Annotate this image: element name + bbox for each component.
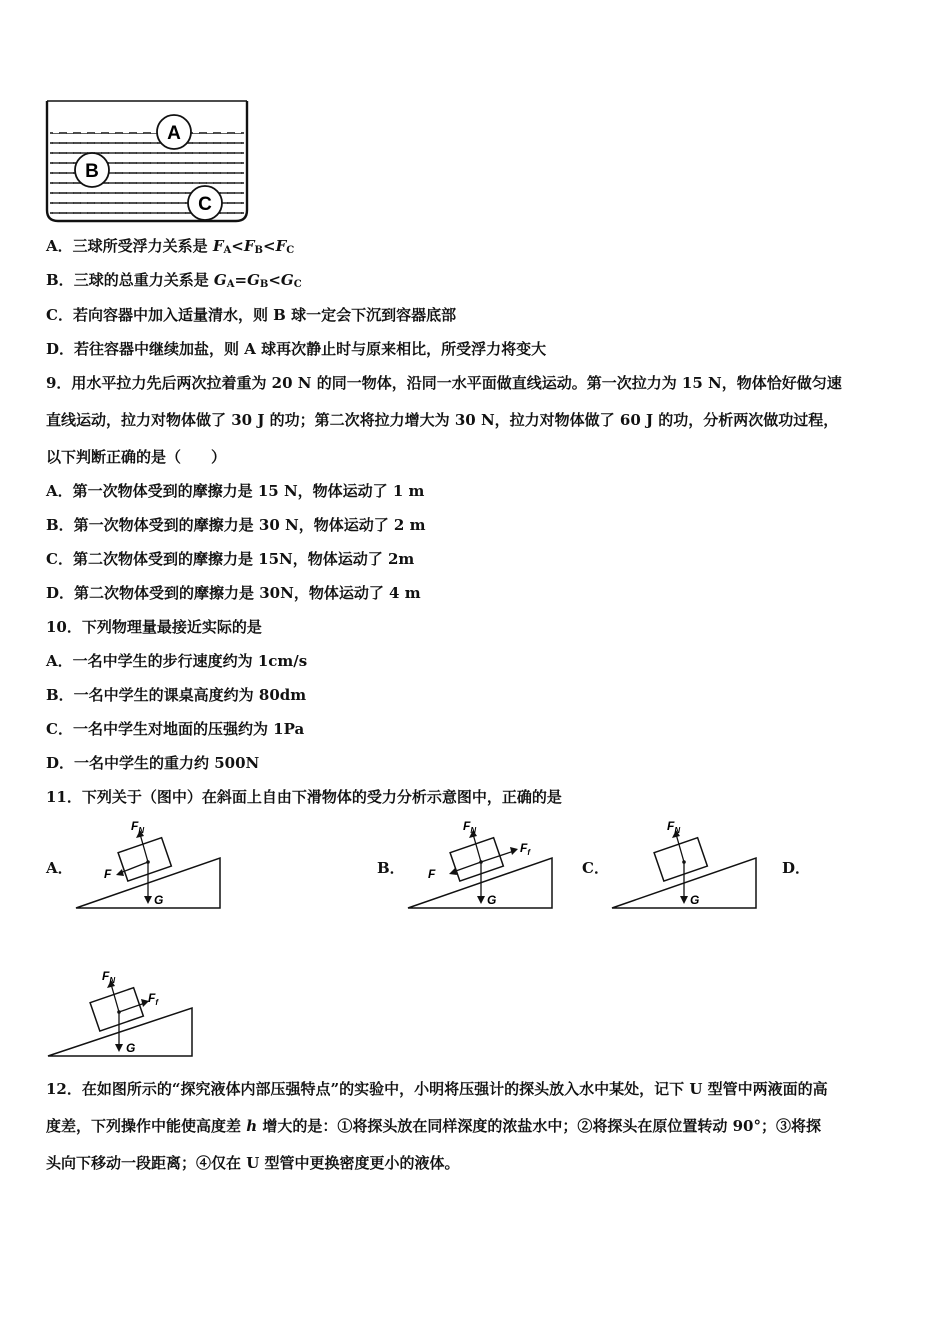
label-f: F (104, 867, 112, 881)
label-g: G (126, 1041, 136, 1055)
label-fn: $F_N$ (463, 819, 477, 835)
q10-option-d: D．一名中学生的重力约 500N (46, 754, 260, 772)
label-ff: $F_f$ (520, 841, 531, 857)
label-ff: $F_f$ (148, 991, 159, 1007)
q12-line-3: 头向下移动一段距离；④仅在 U 型管中更换密度更小的液体。 (46, 1154, 460, 1172)
q9-stem-line-1: 9．用水平拉力先后两次拉着重为 20 N 的同一物体，沿同一水平面做直线运动。第一次拉力为 15 N，物体恰好做匀速 (46, 374, 842, 392)
q9-option-a: A．第一次物体受到的摩擦力是 15 N，物体运动了 1 m (46, 482, 425, 500)
q11-label-a: A． (46, 859, 73, 877)
incline-figure-d (46, 966, 196, 1060)
q9-option-c: C．第二次物体受到的摩擦力是 15N，物体运动了 2m (46, 550, 415, 568)
q10-option-c: C．一名中学生对地面的压强约为 1Pa (46, 720, 305, 738)
q9-stem-line-3: 以下判断正确的是（ ） (46, 448, 227, 466)
q9-option-b: B．第一次物体受到的摩擦力是 30 N，物体运动了 2 m (46, 516, 426, 534)
q10-option-a: A．一名中学生的步行速度约为 1cm/s (46, 652, 308, 670)
svg-text:A: A (167, 123, 181, 144)
label-g: G (154, 893, 164, 907)
label-fn: $F_N$ (131, 819, 145, 835)
q12-line-1: 12．在如图所示的“探究液体内部压强特点”的实验中，小明将压强计的探头放入水中某处，记下 U 型管中两液面的高 (46, 1080, 828, 1098)
q8-option-c: C．若向容器中加入适量清水，则 B 球一定会下沉到容器底部 (46, 306, 457, 324)
q8-option-b: B．三球的总重力关系是 $G_A=G_B<G_C$ (46, 271, 302, 290)
label-fn: $F_N$ (667, 819, 681, 835)
svg-text:C: C (198, 194, 212, 215)
q10-option-b: B．一名中学生的课桌高度约为 80dm (46, 686, 307, 704)
ball-a (157, 115, 191, 149)
label-f: F (428, 867, 436, 881)
q9-option-d: D．第二次物体受到的摩擦力是 30N，物体运动了 4 m (46, 584, 421, 602)
label-g: G (487, 893, 497, 907)
q11-stem: 11．下列关于（图中）在斜面上自由下滑物体的受力分析示意图中，正确的是 (46, 788, 562, 806)
q12-line-2: 度差，下列操作中能使高度差 h 增大的是：①将探头放在同样深度的浓盐水中；②将探头在原位置转动 90°；③将探 (46, 1117, 821, 1135)
container-figure (44, 98, 250, 224)
label-g: G (690, 893, 700, 907)
q8-option-d: D．若往容器中继续加盐，则 A 球再次静止时与原来相比，所受浮力将变大 (46, 340, 547, 358)
q10-stem: 10．下列物理量最接近实际的是 (46, 618, 262, 636)
ball-b (75, 153, 109, 187)
label-fn: $F_N$ (102, 969, 116, 985)
q9-stem-line-2: 直线运动，拉力对物体做了 30 J 的功；第二次将拉力增大为 30 N，拉力对物体做了 60 J 的功，分析两次做功过程， (46, 411, 839, 429)
incline-figure-c (610, 816, 760, 912)
q11-label-c: C． (582, 859, 609, 877)
svg-text:B: B (85, 161, 99, 182)
ball-c (188, 186, 222, 220)
incline-figure-b (406, 816, 556, 912)
q8-option-a: A．三球所受浮力关系是 $F_A<F_B<F_C$ (46, 237, 295, 256)
q11-label-d: D． (782, 859, 811, 877)
incline-figure-a (74, 816, 224, 912)
q11-label-b: B． (377, 859, 405, 877)
